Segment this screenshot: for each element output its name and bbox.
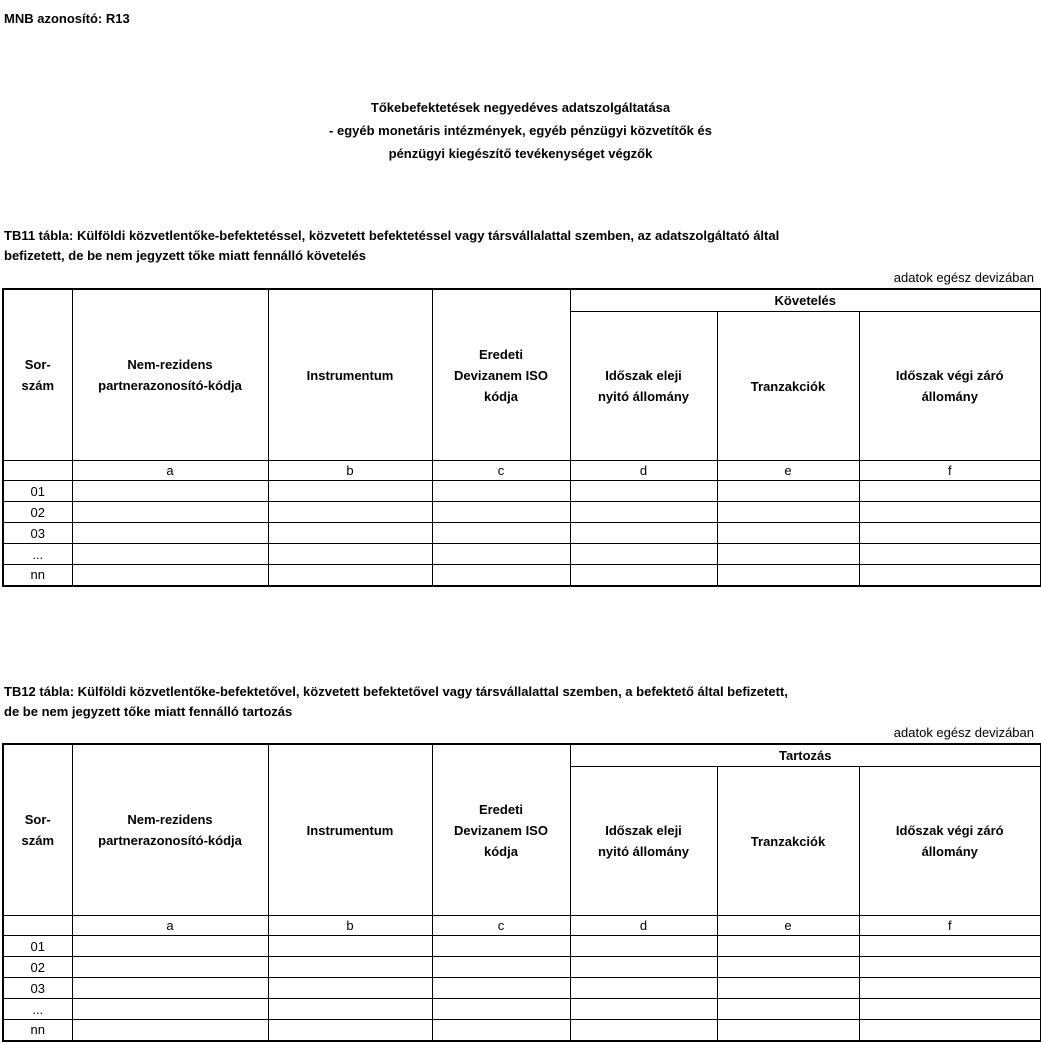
data-cell[interactable] xyxy=(717,936,859,957)
table-row xyxy=(3,999,1041,1020)
table-row xyxy=(3,978,1041,999)
header-transactions: Tranzakciók xyxy=(717,767,859,916)
header-closing-stock: Időszak végi záró állomány xyxy=(859,312,1041,461)
letter-cell: f xyxy=(859,461,1041,481)
data-cell[interactable] xyxy=(717,1020,859,1041)
data-cell[interactable] xyxy=(268,523,432,544)
table-row xyxy=(3,957,1041,978)
table-tb11-unit-note: adatok egész devizában xyxy=(893,270,1034,285)
table-tb12-title-line-1: TB12 tábla: Külföldi közvetlentőke-befektetővel, közvetett befektetővel vagy társvállalattal szemben, a befektető által befizetett, xyxy=(4,684,788,699)
data-cell[interactable] xyxy=(72,957,268,978)
mnb-identifier: MNB azonosító: R13 xyxy=(4,11,130,26)
document-title-line-1: Tőkebefektetések negyedéves adatszolgáltatása xyxy=(370,100,671,115)
data-cell[interactable] xyxy=(570,978,717,999)
letters-row xyxy=(3,916,1041,936)
letter-cell: d xyxy=(570,461,717,481)
letter-cell: c xyxy=(432,461,570,481)
row-number: 01 xyxy=(3,481,72,502)
data-cell[interactable] xyxy=(717,481,859,502)
data-cell[interactable] xyxy=(432,999,570,1020)
data-cell[interactable] xyxy=(717,523,859,544)
letter-cell: d xyxy=(570,916,717,936)
data-cell[interactable] xyxy=(859,481,1041,502)
letter-cell: a xyxy=(72,461,268,481)
table-tb12-title-line-2: de be nem jegyzett tőke miatt fennálló tartozás xyxy=(4,704,293,719)
row-number: 02 xyxy=(3,502,72,523)
data-cell[interactable] xyxy=(570,999,717,1020)
data-cell[interactable] xyxy=(570,957,717,978)
header-opening-stock: Időszak eleji nyitó állomány xyxy=(570,312,717,461)
header-currency: Eredeti Devizanem ISO kódja xyxy=(432,744,570,916)
table-tb11-title xyxy=(4,226,1034,266)
row-number: nn xyxy=(3,565,72,586)
data-cell[interactable] xyxy=(268,936,432,957)
header-instrument: Instrumentum xyxy=(268,289,432,461)
table-tb11 xyxy=(2,288,1041,587)
letter-cell: e xyxy=(717,916,859,936)
row-number: 01 xyxy=(3,936,72,957)
table-row xyxy=(3,565,1041,586)
data-cell[interactable] xyxy=(432,936,570,957)
header-partner-code: Nem-rezidens partnerazonosító-kódja xyxy=(72,744,268,916)
data-cell[interactable] xyxy=(72,523,268,544)
data-cell[interactable] xyxy=(432,523,570,544)
header-instrument: Instrumentum xyxy=(268,744,432,916)
table-row xyxy=(3,523,1041,544)
data-cell[interactable] xyxy=(268,957,432,978)
row-number: nn xyxy=(3,1020,72,1041)
data-cell[interactable] xyxy=(570,523,717,544)
data-cell[interactable] xyxy=(72,1020,268,1041)
data-cell[interactable] xyxy=(717,978,859,999)
table-row xyxy=(3,481,1041,502)
header-sorszam: Sor- szám xyxy=(3,289,72,461)
data-cell[interactable] xyxy=(268,481,432,502)
data-cell[interactable] xyxy=(570,1020,717,1041)
data-cell[interactable] xyxy=(72,978,268,999)
data-cell[interactable] xyxy=(432,565,570,586)
data-cell[interactable] xyxy=(717,544,859,565)
letter-cell: b xyxy=(268,916,432,936)
table-tb11-title-line-1: TB11 tábla: Külföldi közvetlentőke-befektetéssel, közvetett befektetéssel vagy társvállalattal szemben, az adatszolgáltató által xyxy=(4,228,780,243)
letters-row xyxy=(3,461,1041,481)
row-number: 03 xyxy=(3,523,72,544)
data-cell[interactable] xyxy=(268,1020,432,1041)
data-cell[interactable] xyxy=(859,936,1041,957)
data-cell[interactable] xyxy=(717,957,859,978)
data-cell[interactable] xyxy=(570,544,717,565)
header-sorszam: Sor- szám xyxy=(3,744,72,916)
data-cell[interactable] xyxy=(268,978,432,999)
data-cell[interactable] xyxy=(432,1020,570,1041)
data-cell[interactable] xyxy=(570,565,717,586)
data-cell[interactable] xyxy=(859,978,1041,999)
data-cell[interactable] xyxy=(72,544,268,565)
data-cell[interactable] xyxy=(432,978,570,999)
data-cell[interactable] xyxy=(432,544,570,565)
data-cell[interactable] xyxy=(859,999,1041,1020)
header-opening-stock: Időszak eleji nyitó állomány xyxy=(570,767,717,916)
data-cell[interactable] xyxy=(570,481,717,502)
data-cell[interactable] xyxy=(570,936,717,957)
data-cell[interactable] xyxy=(717,565,859,586)
data-cell[interactable] xyxy=(72,502,268,523)
data-cell[interactable] xyxy=(268,502,432,523)
letter-cell: f xyxy=(859,916,1041,936)
letter-cell: b xyxy=(268,461,432,481)
row-number: ... xyxy=(3,544,72,565)
data-cell[interactable] xyxy=(432,502,570,523)
letter-cell: c xyxy=(432,916,570,936)
header-closing-stock: Időszak végi záró állomány xyxy=(859,767,1041,916)
data-cell[interactable] xyxy=(268,544,432,565)
header-currency: Eredeti Devizanem ISO kódja xyxy=(432,289,570,461)
table-row xyxy=(3,1020,1041,1041)
table-tb12 xyxy=(2,743,1041,1042)
data-cell[interactable] xyxy=(859,957,1041,978)
header-group-kovetetes: Követelés xyxy=(570,289,1041,312)
data-cell[interactable] xyxy=(859,544,1041,565)
data-cell[interactable] xyxy=(432,957,570,978)
data-cell[interactable] xyxy=(717,999,859,1020)
data-cell[interactable] xyxy=(570,502,717,523)
table-tb11-title-line-2: befizetett, de be nem jegyzett tőke miatt fennálló követelés xyxy=(4,248,366,263)
data-cell[interactable] xyxy=(859,523,1041,544)
row-number: 02 xyxy=(3,957,72,978)
data-cell[interactable] xyxy=(72,936,268,957)
data-cell[interactable] xyxy=(859,565,1041,586)
row-number: ... xyxy=(3,999,72,1020)
data-cell[interactable] xyxy=(432,481,570,502)
data-cell[interactable] xyxy=(72,999,268,1020)
header-transactions: Tranzakciók xyxy=(717,312,859,461)
letter-cell: e xyxy=(717,461,859,481)
data-cell[interactable] xyxy=(717,502,859,523)
header-partner-code: Nem-rezidens partnerazonosító-kódja xyxy=(72,289,268,461)
table-row xyxy=(3,544,1041,565)
data-cell[interactable] xyxy=(268,999,432,1020)
data-cell[interactable] xyxy=(72,565,268,586)
letter-cell-empty xyxy=(3,916,72,936)
table-tb12-unit-note: adatok egész devizában xyxy=(893,725,1034,740)
table-row xyxy=(3,502,1041,523)
data-cell[interactable] xyxy=(859,1020,1041,1041)
table-tb12-title xyxy=(4,682,1034,722)
document-title xyxy=(0,96,1041,165)
header-group-tartozas: Tartozás xyxy=(570,744,1041,767)
data-cell[interactable] xyxy=(72,481,268,502)
row-number: 03 xyxy=(3,978,72,999)
data-cell[interactable] xyxy=(268,565,432,586)
letter-cell: a xyxy=(72,916,268,936)
data-cell[interactable] xyxy=(859,502,1041,523)
table-row xyxy=(3,936,1041,957)
letter-cell-empty xyxy=(3,461,72,481)
document-title-line-2: - egyéb monetáris intézmények, egyéb pénzügyi közvetítők és xyxy=(329,123,712,138)
document-title-line-3: pénzügyi kiegészítő tevékenységet végzők xyxy=(388,146,653,161)
